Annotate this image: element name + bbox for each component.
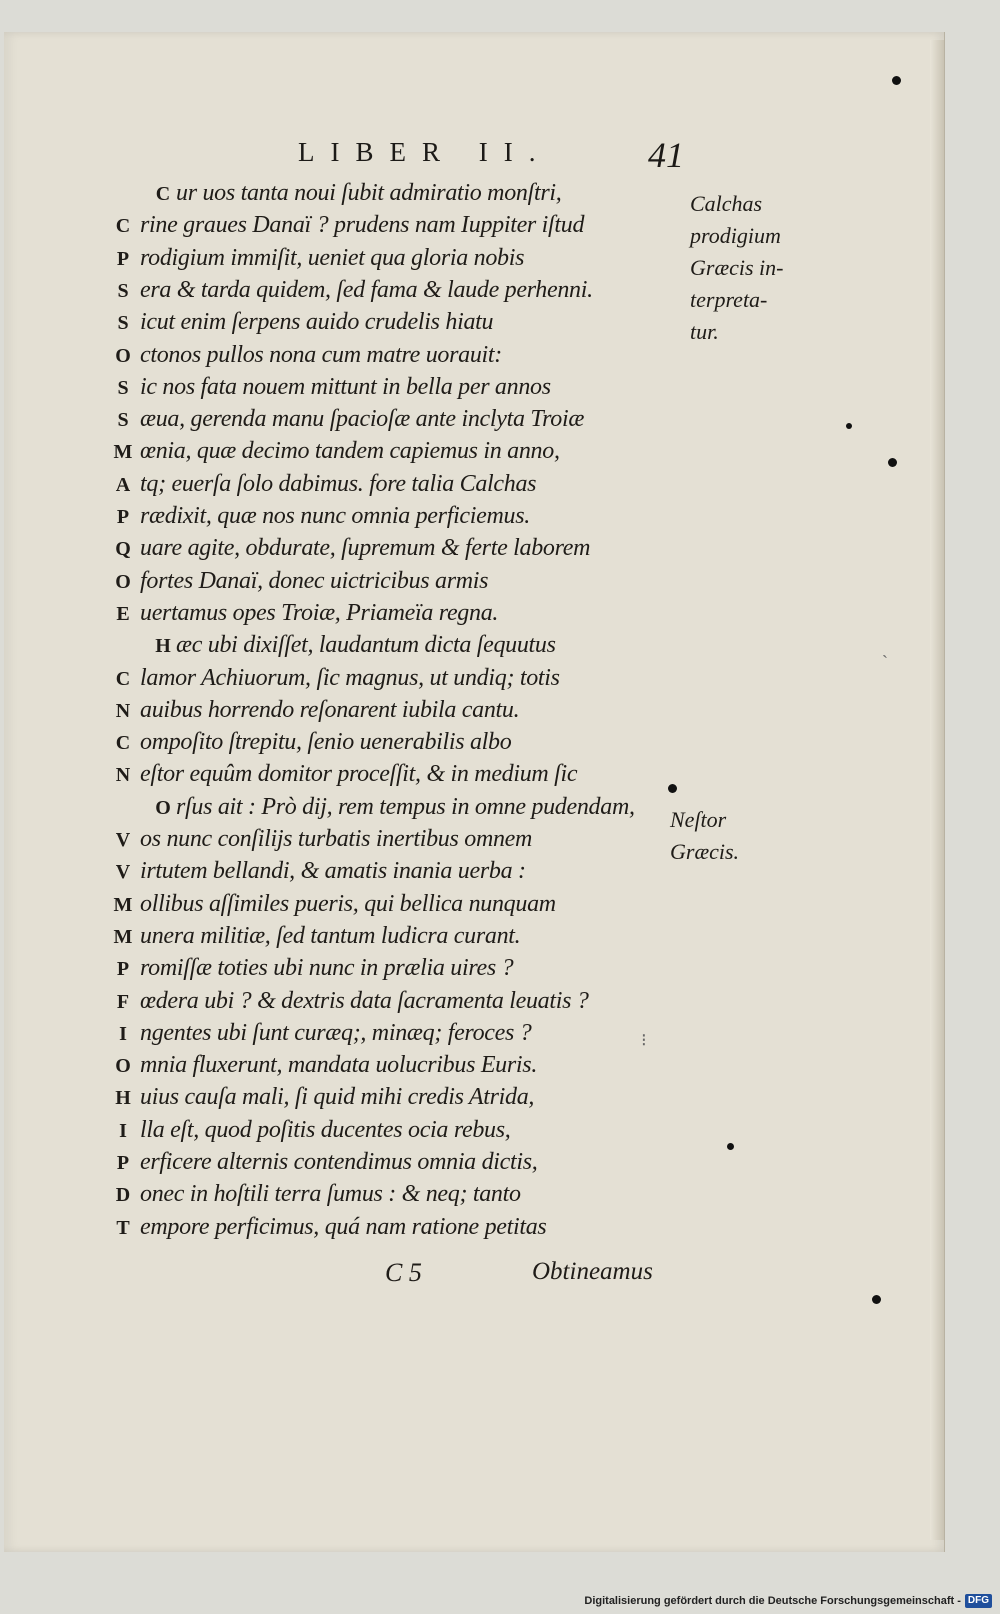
gloss-line: terpreta- (690, 287, 768, 312)
acrostic-initial: I (119, 1119, 127, 1142)
verse-text: ngentes ubi ſunt curæq;, minæq; feroces ? (140, 1019, 532, 1046)
verse-text: os nunc conſilijs turbatis inertibus omnem (140, 826, 533, 852)
verse-text: œnia, quæ decimo tandem capiemus in anno, (140, 438, 560, 465)
verse-line (0, 309, 660, 341)
acrostic-initial: A (115, 473, 131, 496)
ink-spot (727, 1143, 734, 1150)
gloss-line: Neſtor (670, 807, 727, 832)
gloss-line: tur. (690, 319, 719, 344)
acrostic-initial: O (115, 570, 131, 593)
verse-text: æua, gerenda manu ſpacioſæ ante inclyta Troiæ (140, 406, 585, 433)
verse-text: uertamus opes Troiæ, Priameïa regna. (140, 599, 499, 626)
verse-line (0, 1084, 660, 1116)
acrostic-initial: O (155, 796, 171, 819)
verse-text: icut enim ſerpens auido crudelis hiatu (140, 309, 494, 336)
verse-line (0, 245, 660, 277)
marginal-gloss-nestor (670, 804, 739, 868)
verse-text: ompoſito ſtrepitu, ſenio uenerabilis albo (140, 729, 512, 756)
verse-line (0, 632, 660, 664)
verse-line (0, 1181, 660, 1213)
dfg-logo[interactable]: DFG (965, 1594, 992, 1608)
footer-credit (584, 1592, 992, 1610)
ink-spot (846, 423, 852, 429)
verse-text: unera militiæ, ſed tantum ludicra curant. (140, 922, 521, 949)
acrostic-initial: C (115, 215, 131, 238)
verse-line (0, 1052, 660, 1084)
verse-text: erficere alternis contendimus omnia dictis, (140, 1149, 538, 1175)
acrostic-initial: P (116, 506, 130, 528)
ink-spot (892, 76, 901, 85)
verse-line (0, 568, 660, 600)
verse-text: rine graues Danaï ? prudens nam Iuppiter iſtud (140, 212, 585, 239)
verse-line (0, 697, 660, 729)
verse-line (0, 438, 660, 470)
verse-text: romiſſæ toties ubi nunc in prælia uires ? (140, 955, 514, 982)
verse-line (0, 1149, 660, 1181)
verse-line (0, 988, 660, 1020)
verse-line (0, 342, 660, 374)
verse-text: mnia fluxerunt, mandata uolucribus Euris. (140, 1052, 538, 1079)
verse-line (0, 761, 660, 793)
verse-text: lla eſt, quod poſitis ducentes ocia rebus, (140, 1116, 511, 1143)
credit-text: Digitalisierung gefördert durch die Deutsche Forschungsgemeinschaft - (584, 1595, 961, 1607)
signature-mark: C 5 (385, 1258, 422, 1287)
gloss-line: Græcis in- (690, 255, 784, 280)
catchword: Obtineamus (532, 1258, 653, 1285)
gloss-line: Calchas (690, 191, 763, 216)
verse-text: œdera ubi ? & dextris data ſacramenta leuatis ? (140, 987, 589, 1014)
acrostic-initial: O (115, 1055, 131, 1078)
bleed-through-mark: ˏ (882, 638, 888, 658)
verse-text: irtutem bellandi, & amatis inania uerba : (140, 858, 526, 885)
verse-text: ollibus aſſimiles pueris, qui bellica nunquam (140, 890, 556, 917)
verse-line (0, 923, 660, 955)
verse-text: fortes Danaï, donec uictricibus armis (140, 567, 489, 594)
acrostic-initial: N (115, 764, 131, 787)
verse-line (0, 1117, 660, 1149)
running-head: LIBER II. (298, 137, 552, 167)
acrostic-initial: P (116, 958, 130, 981)
verse-text: tq; euerſa ſolo dabimus. fore talia Calchas (140, 470, 537, 497)
bleed-through-mark: ⁝ (641, 1030, 647, 1050)
acrostic-initial: O (115, 344, 131, 367)
verse-line (0, 858, 660, 890)
acrostic-initial: E (116, 602, 130, 625)
verse-line (0, 212, 660, 244)
verse-text: rædixit, quæ nos nunc omnia perficiemus. (140, 503, 530, 529)
verse-line (0, 1214, 660, 1246)
acrostic-initial: H (155, 635, 171, 658)
acrostic-initial: F (116, 990, 130, 1013)
marginal-gloss-calchas (690, 188, 784, 348)
verse-text: onec in hoſtili terra ſumus : & neq; tanto (140, 1181, 521, 1208)
acrostic-initial: N (115, 699, 131, 722)
gloss-line: prodigium (690, 223, 781, 248)
ink-spot (888, 458, 897, 467)
verse-line (0, 826, 660, 858)
verse-text: ctonos pullos nona cum matre uorauit: (140, 341, 502, 368)
acrostic-initial: C (155, 183, 171, 205)
verse-line (0, 955, 660, 987)
verse-line (0, 535, 660, 567)
acrostic-initial: C (115, 732, 131, 755)
verse-text: uare agite, obdurate, ſupremum & ferte laborem (140, 535, 591, 562)
verse-line (0, 794, 660, 826)
verse-line (0, 471, 660, 503)
ink-spot (872, 1295, 881, 1304)
gloss-line: Græcis. (670, 839, 740, 864)
acrostic-initial: M (113, 893, 133, 916)
verse-text: ic nos fata nouem mittunt in bella per annos (140, 373, 551, 400)
verse-text: auibus horrendo reſonarent iubila cantu. (140, 696, 520, 723)
acrostic-initial: I (119, 1022, 127, 1045)
acrostic-initial: D (115, 1184, 131, 1207)
verse-line (0, 406, 660, 438)
verse-line (0, 729, 660, 761)
acrostic-initial: C (115, 667, 131, 690)
acrostic-initial: T (116, 1216, 130, 1239)
verse-text: era & tarda quidem, ſed fama & laude perhenni. (140, 276, 593, 303)
acrostic-initial: V (115, 829, 131, 851)
acrostic-initial: S (117, 279, 129, 302)
acrostic-initial: P (116, 247, 130, 270)
verse-line (0, 180, 660, 212)
verse-text: uius cauſa mali, ſi quid mihi credis Atrida, (140, 1084, 535, 1111)
acrostic-initial: Q (115, 538, 131, 561)
acrostic-initial: M (113, 925, 133, 948)
verse-line (0, 1020, 660, 1052)
verse-text: eſtor equûm domitor proceſſit, & in medium ſic (140, 761, 578, 788)
acrostic-initial: S (117, 409, 129, 432)
acrostic-initial: S (117, 376, 129, 399)
verse-line (0, 374, 660, 406)
folio-number: 41 (648, 135, 684, 175)
verse-text: æc ubi dixiſſet, laudantum dicta ſequutus (176, 632, 556, 659)
acrostic-initial: V (115, 861, 131, 884)
verse-line (0, 891, 660, 923)
verse-line (0, 665, 660, 697)
ink-spot (668, 784, 677, 793)
verse-text: rſus ait : Prò dij, rem tempus in omne pudendam, (176, 793, 635, 820)
acrostic-initial: S (117, 312, 129, 335)
verse-text: empore perficimus, quá nam ratione petitas (140, 1213, 547, 1240)
verse-line (0, 503, 660, 535)
verse-line (0, 277, 660, 309)
acrostic-initial: H (115, 1087, 131, 1110)
verse-text: lamor Achiuorum, ſic magnus, ut undiq; totis (140, 664, 560, 691)
verse-text: rodigium immiſit, ueniet qua gloria nobis (140, 244, 525, 271)
acrostic-initial: M (113, 441, 133, 464)
page-edge (930, 40, 944, 1540)
verse-text: ur uos tanta noui ſubit admiratio monſtri, (176, 180, 562, 206)
verse-line (0, 600, 660, 632)
acrostic-initial: P (116, 1152, 130, 1174)
